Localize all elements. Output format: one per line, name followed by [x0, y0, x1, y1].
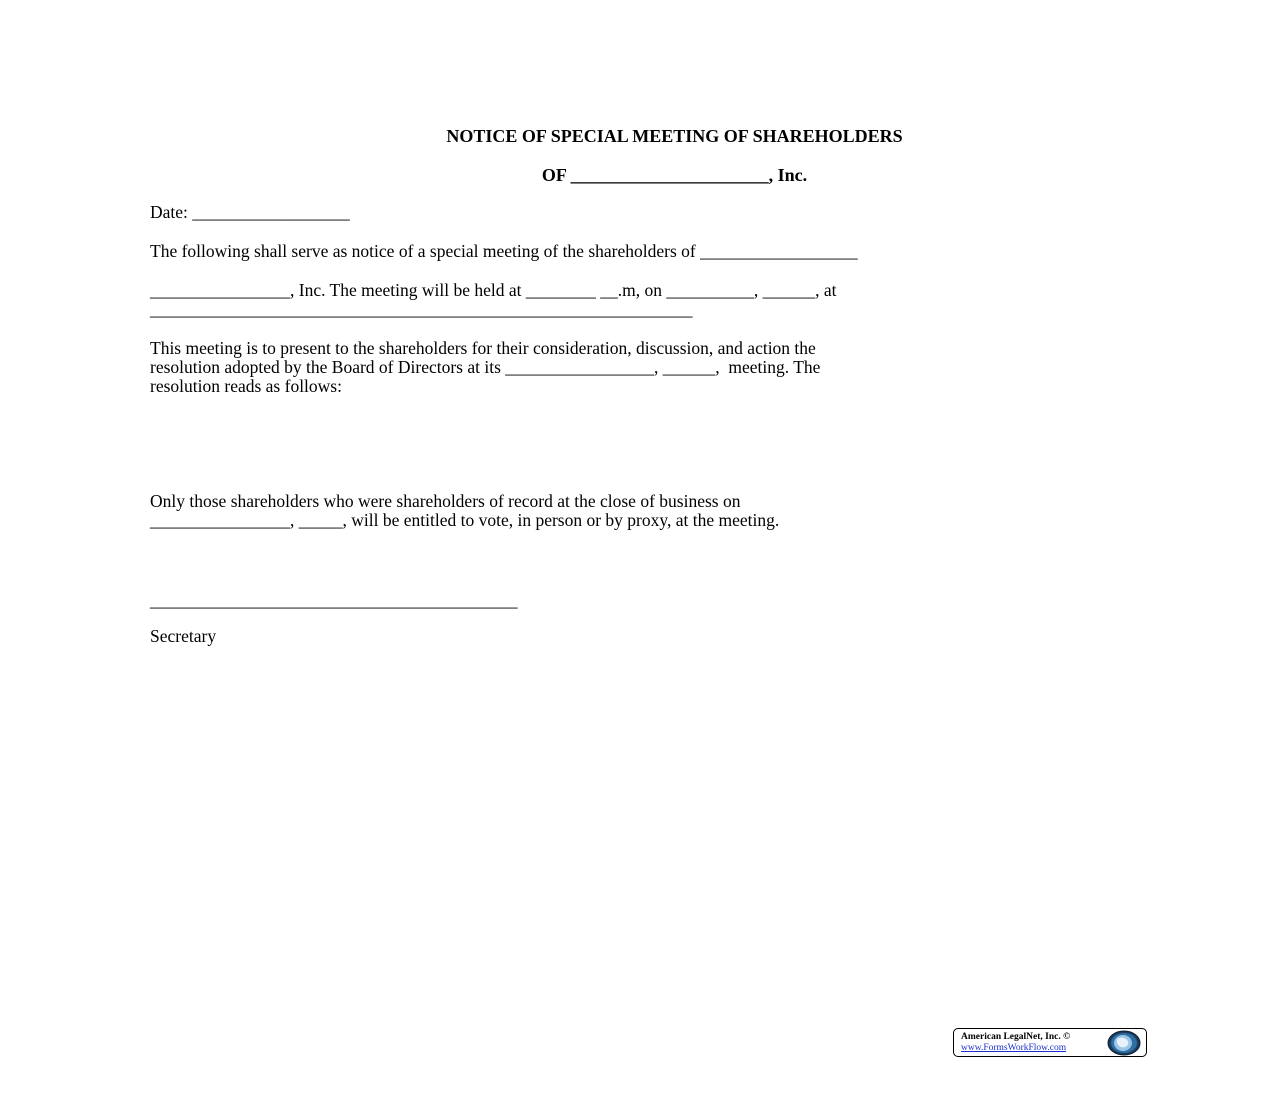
- document-title: NOTICE OF SPECIAL MEETING OF SHAREHOLDERS: [446, 126, 903, 146]
- signature-label: Secretary: [150, 626, 217, 646]
- footer-company-name: American LegalNet, Inc. ©: [961, 1032, 1071, 1042]
- record-line-1: Only those shareholders who were shareholders of record at the close of business on: [150, 491, 741, 511]
- resolution-line-3: resolution reads as follows:: [150, 376, 342, 396]
- notice-line-3: ______________________________________________________________: [150, 299, 693, 319]
- date-line: Date: __________________: [150, 202, 350, 222]
- globe-logo-icon: [1106, 1030, 1142, 1056]
- footer-link[interactable]: www.FormsWorkFlow.com: [961, 1042, 1067, 1053]
- notice-line-2: ________________, Inc. The meeting will be held at ________ __.m, on __________, ______, at: [150, 280, 837, 300]
- footer-badge-text: [961, 1032, 1070, 1053]
- resolution-line-2: resolution adopted by the Board of Directors at its _________________, ______, meeting. The: [150, 357, 821, 377]
- record-line-2: ________________, _____, will be entitled to vote, in person or by proxy, at the meeting.: [150, 510, 780, 530]
- footer-badge[interactable]: [953, 1028, 1147, 1057]
- signature-line: __________________________________________: [150, 590, 518, 610]
- document-subtitle: OF ______________________, Inc.: [541, 165, 808, 185]
- notice-line-1: The following shall serve as notice of a special meeting of the shareholders of __________________: [150, 241, 858, 261]
- resolution-line-1: This meeting is to present to the shareholders for their consideration, discussion, and action the: [150, 338, 816, 358]
